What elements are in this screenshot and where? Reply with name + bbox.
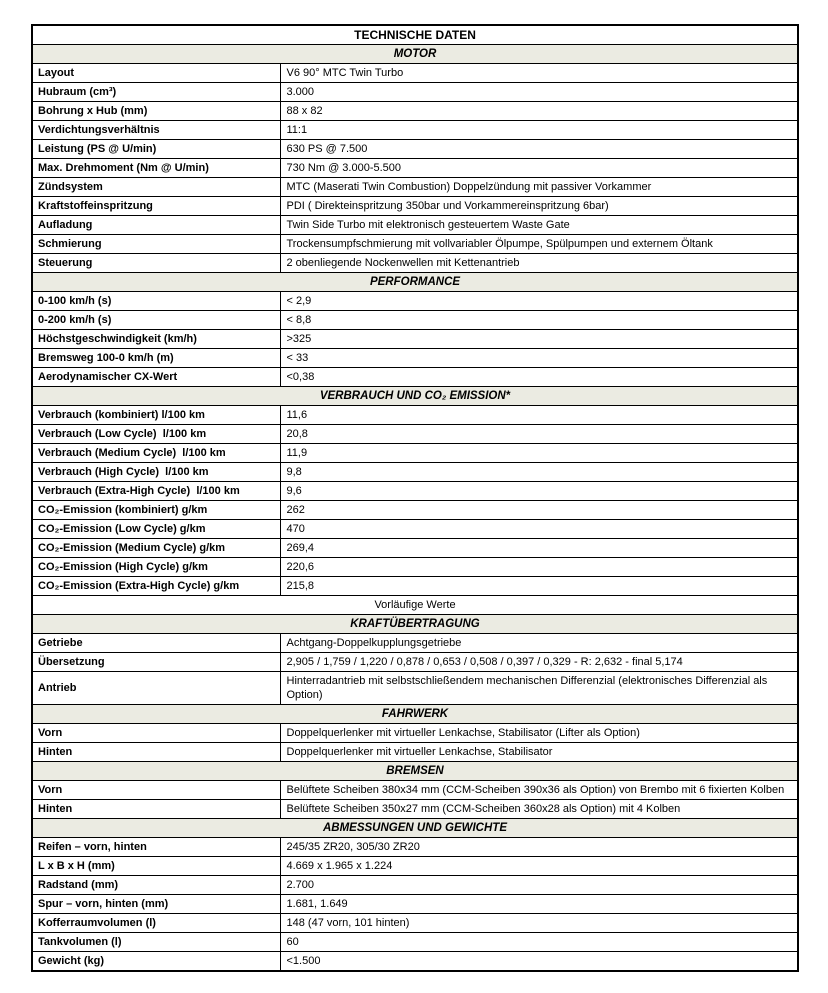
spec-label: Verdichtungsverhältnis — [32, 121, 280, 140]
spec-row — [32, 482, 798, 501]
spec-label: Verbrauch (High Cycle) l/100 km — [32, 463, 280, 482]
section-header: KRAFTÜBERTRAGUNG — [32, 615, 798, 634]
spec-label: Radstand (mm) — [32, 876, 280, 895]
spec-row — [32, 914, 798, 933]
spec-row — [32, 292, 798, 311]
spec-value: 88 x 82 — [280, 102, 798, 121]
spec-value: 20,8 — [280, 425, 798, 444]
spec-row — [32, 140, 798, 159]
spec-label: Antrieb — [32, 672, 280, 705]
spec-value: 148 (47 vorn, 101 hinten) — [280, 914, 798, 933]
spec-row — [32, 159, 798, 178]
spec-label: Schmierung — [32, 235, 280, 254]
spec-value: < 2,9 — [280, 292, 798, 311]
section-header: ABMESSUNGEN UND GEWICHTE — [32, 819, 798, 838]
spec-row — [32, 425, 798, 444]
spec-row — [32, 838, 798, 857]
spec-label: 0-100 km/h (s) — [32, 292, 280, 311]
section-header-row — [32, 705, 798, 724]
spec-label: Getriebe — [32, 634, 280, 653]
spec-value: < 8,8 — [280, 311, 798, 330]
spec-row — [32, 800, 798, 819]
spec-label: Reifen – vorn, hinten — [32, 838, 280, 857]
spec-row — [32, 254, 798, 273]
spec-value: 1.681, 1.649 — [280, 895, 798, 914]
spec-value: 4.669 x 1.965 x 1.224 — [280, 857, 798, 876]
spec-label: Kraftstoffeinspritzung — [32, 197, 280, 216]
spec-value: Achtgang-Doppelkupplungsgetriebe — [280, 634, 798, 653]
spec-row — [32, 83, 798, 102]
spec-row — [32, 724, 798, 743]
spec-row — [32, 539, 798, 558]
spec-value: Trockensumpfschmierung mit vollvariabler Ölpumpe, Spülpumpen und externem Öltank — [280, 235, 798, 254]
spec-value: Twin Side Turbo mit elektronisch gesteuertem Waste Gate — [280, 216, 798, 235]
spec-row — [32, 216, 798, 235]
spec-value: 11,6 — [280, 406, 798, 425]
table-title: TECHNISCHE DATEN — [32, 25, 798, 45]
spec-row — [32, 330, 798, 349]
spec-row — [32, 876, 798, 895]
spec-value: 215,8 — [280, 577, 798, 596]
spec-label: Leistung (PS @ U/min) — [32, 140, 280, 159]
section-header-row — [32, 819, 798, 838]
spec-row — [32, 781, 798, 800]
technical-data-table — [31, 24, 799, 972]
section-header-row — [32, 387, 798, 406]
note-row — [32, 596, 798, 615]
spec-row — [32, 368, 798, 387]
spec-label: Layout — [32, 64, 280, 83]
section-header: PERFORMANCE — [32, 273, 798, 292]
spec-value: Belüftete Scheiben 350x27 mm (CCM-Scheiben 360x28 als Option) mit 4 Kolben — [280, 800, 798, 819]
spec-row — [32, 235, 798, 254]
spec-label: L x B x H (mm) — [32, 857, 280, 876]
spec-row — [32, 653, 798, 672]
spec-label: Hinten — [32, 743, 280, 762]
spec-row — [32, 102, 798, 121]
spec-label: Zündsystem — [32, 178, 280, 197]
spec-label: Max. Drehmoment (Nm @ U/min) — [32, 159, 280, 178]
spec-label: Vorn — [32, 724, 280, 743]
spec-label: CO₂-Emission (Low Cycle) g/km — [32, 520, 280, 539]
spec-value: 262 — [280, 501, 798, 520]
spec-value: 9,6 — [280, 482, 798, 501]
spec-row — [32, 520, 798, 539]
spec-label: CO₂-Emission (kombiniert) g/km — [32, 501, 280, 520]
spec-value: >325 — [280, 330, 798, 349]
section-header-row — [32, 615, 798, 634]
spec-row — [32, 672, 798, 705]
spec-label: Aerodynamischer CX-Wert — [32, 368, 280, 387]
spec-value: Hinterradantrieb mit selbstschließendem mechanischen Differenzial (elektronisches Differenzial als Option) — [280, 672, 798, 705]
spec-label: Aufladung — [32, 216, 280, 235]
spec-label: CO₂-Emission (Medium Cycle) g/km — [32, 539, 280, 558]
section-header-row — [32, 762, 798, 781]
spec-label: Hinten — [32, 800, 280, 819]
section-header: BREMSEN — [32, 762, 798, 781]
spec-row — [32, 444, 798, 463]
spec-value: 2.700 — [280, 876, 798, 895]
spec-value: 3.000 — [280, 83, 798, 102]
spec-label: Bremsweg 100-0 km/h (m) — [32, 349, 280, 368]
spec-value: 220,6 — [280, 558, 798, 577]
spec-label: Verbrauch (Extra-High Cycle) l/100 km — [32, 482, 280, 501]
spec-label: Hubraum (cm³) — [32, 83, 280, 102]
spec-label: Steuerung — [32, 254, 280, 273]
spec-label: Verbrauch (Medium Cycle) l/100 km — [32, 444, 280, 463]
spec-value: 630 PS @ 7.500 — [280, 140, 798, 159]
spec-row — [32, 895, 798, 914]
spec-value: MTC (Maserati Twin Combustion) Doppelzündung mit passiver Vorkammer — [280, 178, 798, 197]
table-title-row — [32, 25, 798, 45]
spec-row — [32, 743, 798, 762]
spec-label: Gewicht (kg) — [32, 952, 280, 972]
spec-row — [32, 501, 798, 520]
spec-value: Doppelquerlenker mit virtueller Lenkachse, Stabilisator — [280, 743, 798, 762]
spec-value: < 33 — [280, 349, 798, 368]
spec-label: Spur – vorn, hinten (mm) — [32, 895, 280, 914]
spec-row — [32, 121, 798, 140]
spec-label: Kofferraumvolumen (l) — [32, 914, 280, 933]
spec-value: 60 — [280, 933, 798, 952]
spec-row — [32, 406, 798, 425]
spec-value: Belüftete Scheiben 380x34 mm (CCM-Scheiben 390x36 als Option) von Brembo mit 6 fixierten Kolben — [280, 781, 798, 800]
spec-value: 11:1 — [280, 121, 798, 140]
section-header: FAHRWERK — [32, 705, 798, 724]
spec-label: CO₂-Emission (Extra-High Cycle) g/km — [32, 577, 280, 596]
spec-value: <0,38 — [280, 368, 798, 387]
spec-label: Bohrung x Hub (mm) — [32, 102, 280, 121]
section-header: VERBRAUCH UND CO₂ EMISSION* — [32, 387, 798, 406]
spec-row — [32, 577, 798, 596]
spec-row — [32, 952, 798, 972]
section-header: MOTOR — [32, 45, 798, 64]
spec-value: V6 90° MTC Twin Turbo — [280, 64, 798, 83]
spec-value: 2 obenliegende Nockenwellen mit Kettenantrieb — [280, 254, 798, 273]
spec-label: 0-200 km/h (s) — [32, 311, 280, 330]
note-text: Vorläufige Werte — [32, 596, 798, 615]
spec-row — [32, 558, 798, 577]
spec-value: 11,9 — [280, 444, 798, 463]
spec-value: PDI ( Direkteinspritzung 350bar und Vorkammereinspritzung 6bar) — [280, 197, 798, 216]
spec-label: Höchstgeschwindigkeit (km/h) — [32, 330, 280, 349]
spec-row — [32, 634, 798, 653]
section-header-row — [32, 45, 798, 64]
spec-value: 730 Nm @ 3.000-5.500 — [280, 159, 798, 178]
spec-value: 2,905 / 1,759 / 1,220 / 0,878 / 0,653 / 0,508 / 0,397 / 0,329 - R: 2,632 - final 5,174 — [280, 653, 798, 672]
spec-value: 269,4 — [280, 539, 798, 558]
spec-row — [32, 463, 798, 482]
spec-value: 470 — [280, 520, 798, 539]
technical-data-table-body — [32, 25, 798, 971]
spec-row — [32, 349, 798, 368]
spec-value: <1.500 — [280, 952, 798, 972]
spec-row — [32, 197, 798, 216]
section-header-row — [32, 273, 798, 292]
spec-label: Verbrauch (kombiniert) l/100 km — [32, 406, 280, 425]
spec-value: 9,8 — [280, 463, 798, 482]
spec-label: Verbrauch (Low Cycle) l/100 km — [32, 425, 280, 444]
spec-value: 245/35 ZR20, 305/30 ZR20 — [280, 838, 798, 857]
spec-row — [32, 857, 798, 876]
spec-row — [32, 933, 798, 952]
spec-value: Doppelquerlenker mit virtueller Lenkachse, Stabilisator (Lifter als Option) — [280, 724, 798, 743]
spec-row — [32, 178, 798, 197]
spec-label: CO₂-Emission (High Cycle) g/km — [32, 558, 280, 577]
spec-label: Übersetzung — [32, 653, 280, 672]
spec-row — [32, 311, 798, 330]
spec-label: Tankvolumen (l) — [32, 933, 280, 952]
spec-label: Vorn — [32, 781, 280, 800]
spec-row — [32, 64, 798, 83]
